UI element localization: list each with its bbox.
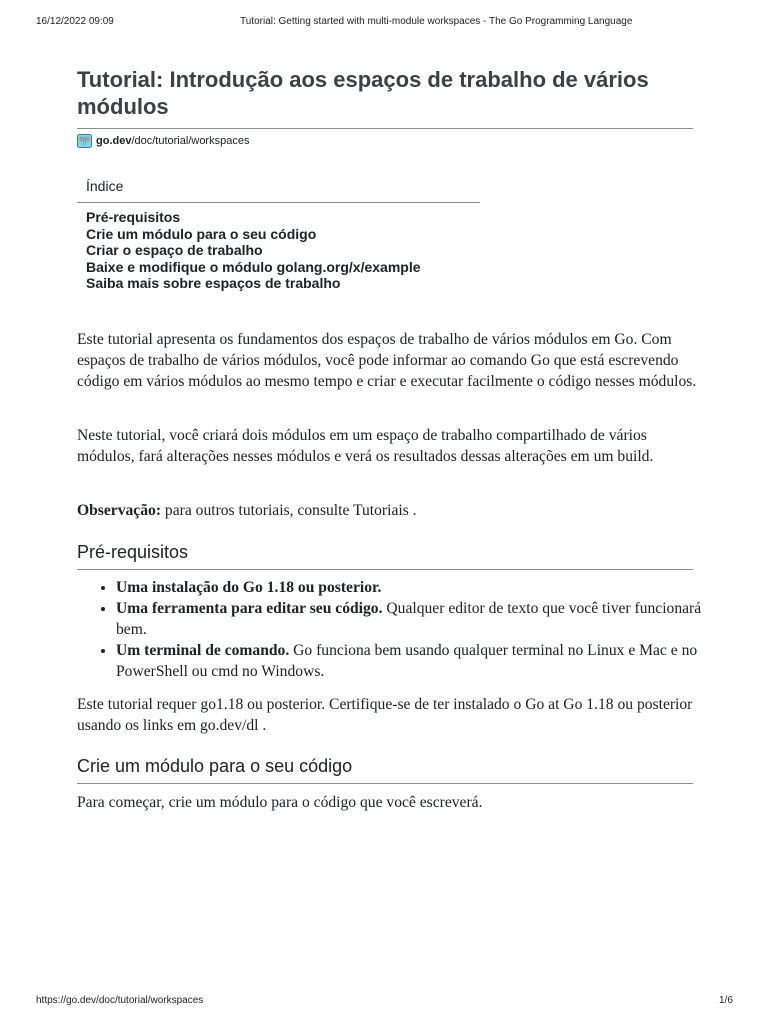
toc-item[interactable]: Saiba mais sobre espaços de trabalho <box>86 275 341 292</box>
toc-item[interactable]: Pré-requisitos <box>86 209 181 225</box>
prereq-divider <box>77 569 693 570</box>
prereq-list <box>97 577 716 682</box>
page-title: Tutorial: Introdução aos espaços de trabalho de vários módulos <box>77 67 649 119</box>
note-label: Observação: <box>77 502 162 519</box>
print-date: 16/12/2022 09:09 <box>36 16 114 27</box>
source-link[interactable] <box>77 134 249 148</box>
prereq-item: • Uma ferramenta para editar seu código. Qualquer editor de texto que você tiver funcionará bem. <box>116 598 716 640</box>
toc-title: Índice <box>86 178 124 194</box>
create-module-divider <box>77 783 693 784</box>
gopher-icon <box>77 134 92 148</box>
workspace-paragraph: Neste tutorial, você criará dois módulos em um espaço de trabalho compartilhado de vários módulos, fará alterações nesses módulos e verá os resultados dessas alterações em um build. <box>77 427 654 465</box>
create-module-paragraph: Para começar, crie um módulo para o código que você escreverá. <box>77 794 483 811</box>
title-divider <box>77 128 693 129</box>
source-path: /doc/tutorial/workspaces <box>131 135 250 147</box>
create-module-heading: Crie um módulo para o seu código <box>77 756 353 776</box>
toc-item[interactable]: Baixe e modifique o módulo golang.org/x/example <box>86 258 421 275</box>
prereq-item: • Um terminal de comando. Go funciona bem usando qualquer terminal no Linux e Mac e no PowerShell ou cmd no Windows. <box>116 640 716 682</box>
intro-paragraph: Este tutorial apresenta os fundamentos dos espaços de trabalho de vários módulos em Go. Com espaços de trabalho de vários módulos, você pode informar ao comando Go que está escrevendo código em vários módulos ao mesmo tempo e criar e executar facilmente o código nesses módulos. <box>77 331 697 390</box>
note-text: para outros tutoriais, consulte Tutoriais . <box>161 502 417 519</box>
prereq-heading: Pré-requisitos <box>77 542 189 562</box>
print-footer-url: https://go.dev/doc/tutorial/workspaces <box>36 995 204 1006</box>
source-domain: go.dev <box>96 135 132 147</box>
note-paragraph <box>77 500 697 521</box>
print-document-title: Tutorial: Getting started with multi-module workspaces - The Go Programming Language <box>240 16 633 27</box>
page-number: 1/6 <box>719 995 733 1006</box>
table-of-contents <box>86 209 421 292</box>
toc-divider <box>77 202 480 203</box>
prereq-item: • Uma instalação do Go 1.18 ou posterior. <box>116 577 716 598</box>
version-paragraph: Este tutorial requer go1.18 ou posterior. Certifique-se de ter instalado o Go at Go 1.18 ou posterior usando os links em go.dev/dl . <box>77 696 693 734</box>
toc-item[interactable]: Crie um módulo para o seu código <box>86 225 317 242</box>
toc-item[interactable]: Criar o espaço de trabalho <box>86 242 263 259</box>
